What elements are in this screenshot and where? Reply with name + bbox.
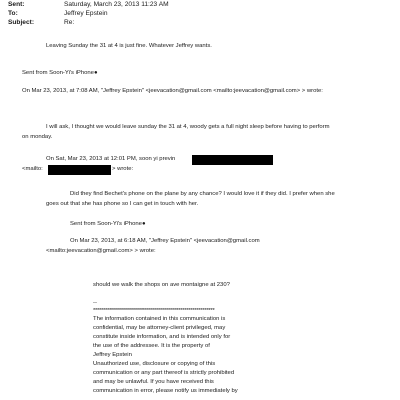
reply-text: Leaving Sunday the 31 at 4 is just fine. Whatever Jeffrey wants. bbox=[46, 43, 212, 49]
quote-3-header-line-2: <mailto:jeevacation@gmail.com> > wrote: bbox=[46, 248, 156, 254]
disclaimer-line: communication or any part thereof is strictly prohibited bbox=[93, 370, 235, 376]
disclaimer-line: Jeffrey Epstein bbox=[93, 352, 132, 358]
signature-2-text: Sent from Soon-Yi's iPhone bbox=[70, 221, 142, 227]
quote-2-header-cont-start: <mailto: bbox=[22, 166, 43, 172]
disclaimer-line: Unauthorized use, disclosure or copying of this bbox=[93, 361, 216, 367]
sent-label: Sent: bbox=[8, 1, 25, 8]
quote-2-header-start: On Sat, Mar 23, 2013 at 12:01 PM, soon yi previn bbox=[46, 156, 176, 162]
sent-value: Saturday, March 23, 2013 11:23 AM bbox=[64, 1, 169, 8]
body-1-line-2: on monday. bbox=[22, 134, 53, 140]
quote-1-header: On Mar 23, 2013, at 7:08 AM, "Jeffrey Epstein" <jeevacation@gmail.com <mailto:jeevacation@gmail.com> > wrote: bbox=[22, 88, 323, 94]
subject-label: Subject: bbox=[8, 19, 35, 26]
body-3-line-1: should we walk the shops on ave montaigne at 230? bbox=[93, 282, 230, 288]
disclaimer-line: The information contained in this communication is bbox=[93, 316, 226, 322]
body-1-line-1: I will ask, I thought we would leave sunday the 31 at 4, woody gets a full night sleep before having to perform bbox=[46, 124, 330, 130]
sent-row bbox=[8, 1, 169, 9]
disclaimer-line: confidential, may be attorney-client privileged, may bbox=[93, 325, 226, 331]
signature-2 bbox=[70, 221, 146, 229]
to-value: Jeffrey Epstein bbox=[64, 10, 108, 17]
apple-icon: ● bbox=[93, 70, 98, 76]
apple-icon: ● bbox=[141, 221, 146, 227]
body-2-line-2: goes out that she has phone so I can get in touch with her. bbox=[46, 201, 199, 207]
to-label: To: bbox=[8, 10, 18, 17]
subject-row bbox=[8, 19, 74, 27]
signature-1 bbox=[22, 70, 98, 78]
redaction-bar bbox=[192, 155, 273, 165]
body-2-line-1: Did they find Bechet's phone on the plane by any chance? I would love it if they did. I prefer when she bbox=[70, 191, 335, 197]
separator-stars: ************************************************************* bbox=[93, 308, 215, 314]
quote-3-header-line-1: On Mar 23, 2013, at 6:18 AM, "Jeffrey Epstein" <jeevacation@gmail.com bbox=[70, 238, 260, 244]
disclaimer-line: and may be unlawful. If you have received this bbox=[93, 379, 214, 385]
disclaimer-line: constitute inside information, and is intended only for bbox=[93, 334, 231, 340]
subject-value: Re: bbox=[64, 19, 75, 26]
redaction-bar bbox=[48, 165, 111, 175]
disclaimer-line: the use of the addressee. It is the property of bbox=[93, 343, 210, 349]
quote-2-header-cont-end: > wrote: bbox=[112, 166, 134, 172]
disclaimer-line: communication in error, please notify us immediately by bbox=[93, 388, 238, 394]
to-row bbox=[8, 10, 108, 18]
separator-dashes: -- bbox=[93, 300, 97, 306]
signature-1-text: Sent from Soon-Yi's iPhone bbox=[22, 70, 94, 76]
